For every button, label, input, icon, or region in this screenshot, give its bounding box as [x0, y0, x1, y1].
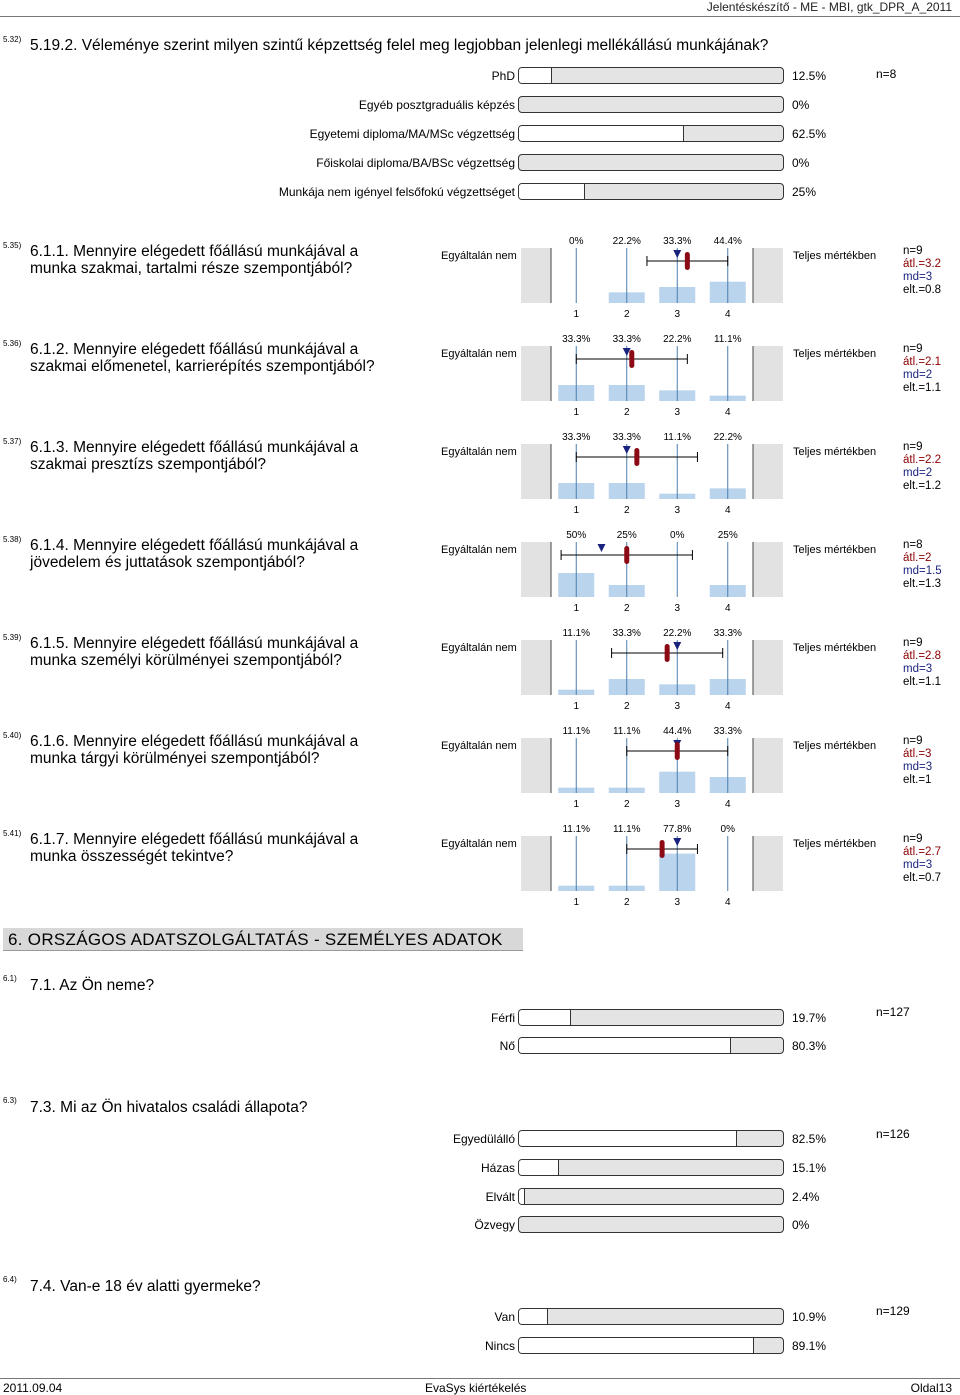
stat-n: n=8 [903, 539, 923, 551]
bar-fill [519, 184, 585, 199]
scale-tick-label: 3 [674, 309, 681, 320]
scale-tick-label: 2 [623, 603, 630, 614]
bar-track [518, 1337, 784, 1354]
bar-track [518, 96, 784, 113]
question-number: 6.3) [3, 1096, 17, 1105]
scale-left-label: Egyáltalán nem [441, 838, 517, 850]
stat-n: n=9 [903, 833, 923, 845]
scale-left-panel [521, 836, 551, 891]
median-marker [673, 250, 681, 258]
bar-category-label: Nő [499, 1039, 515, 1053]
scale-tick-label: 4 [724, 309, 731, 320]
scale-tick-label: 2 [623, 897, 630, 908]
scale-percent: 33.3% [663, 236, 692, 247]
scale-percent: 25% [717, 530, 738, 541]
stat-n: n=9 [903, 735, 923, 747]
scale-right-label: Teljes mértékben [793, 250, 877, 262]
scale-right-label: Teljes mértékben [793, 544, 877, 556]
median-marker [623, 446, 631, 454]
scale-tick-label: 1 [573, 799, 580, 810]
stat-median: md=3 [903, 663, 933, 675]
scale-tick-label: 4 [724, 603, 731, 614]
section-title: 6. ORSZÁGOS ADATSZOLGÁLTATÁS - SZEMÉLYES ADATOK [8, 930, 503, 949]
stat-median: md=2 [903, 467, 933, 479]
scale-percent: 11.1% [562, 628, 591, 639]
scale-left-panel [521, 248, 551, 303]
scale-left-label: Egyáltalán nem [441, 544, 517, 556]
stat-mean: átl.=3.2 [903, 258, 942, 270]
scale-percent: 22.2% [663, 334, 692, 345]
scale-tick-label: 4 [724, 407, 731, 418]
bar-track [518, 1037, 784, 1054]
bar-track [518, 183, 784, 200]
scale-percent: 25% [616, 530, 637, 541]
scale-chart [518, 331, 788, 421]
bar-fill [519, 1131, 737, 1146]
scale-percent: 22.2% [713, 432, 742, 443]
question-number: 5.38) [3, 535, 22, 544]
sample-size: n=126 [876, 1127, 910, 1141]
bar-percent: 25% [792, 185, 817, 199]
bar-category-label: Egyedülálló [452, 1132, 515, 1146]
scale-percent: 11.1% [713, 334, 742, 345]
scale-percent: 33.3% [612, 432, 641, 443]
scale-left-label: Egyáltalán nem [441, 250, 517, 262]
question-title-line-2: jövedelem és juttatások szempontjából? [30, 554, 305, 571]
question-title: 7.1. Az Ön neme? [30, 977, 155, 994]
scale-tick-label: 3 [674, 603, 681, 614]
bar-category-label: Férfi [491, 1011, 515, 1025]
scale-right-panel [753, 738, 783, 793]
scale-left-panel [521, 738, 551, 793]
sample-size: n=8 [876, 67, 897, 81]
scale-left-panel [521, 542, 551, 597]
bar-fill [519, 1160, 559, 1175]
scale-chart [518, 723, 788, 813]
footer-divider [0, 1378, 960, 1379]
mean-marker [675, 742, 680, 760]
scale-percent: 44.4% [663, 726, 692, 737]
scale-tick-label: 2 [623, 407, 630, 418]
scale-tick-label: 3 [674, 897, 681, 908]
scale-tick-label: 4 [724, 897, 731, 908]
bar-fill [519, 1189, 525, 1204]
scale-tick-label: 3 [674, 505, 681, 516]
scale-percent: 0% [670, 530, 685, 541]
header-divider [0, 16, 960, 17]
scale-chart [518, 625, 788, 715]
question-number: 5.41) [3, 829, 22, 838]
bar-percent: 80.3% [792, 1039, 827, 1053]
question-title-line-1: 6.1.7. Mennyire elégedett főállású munkájával a [30, 831, 359, 848]
scale-right-label: Teljes mértékben [793, 348, 877, 360]
stat-median: md=3 [903, 859, 933, 871]
question-number: 5.32) [3, 35, 22, 44]
scale-left-label: Egyáltalán nem [441, 642, 517, 654]
scale-chart [518, 821, 788, 911]
median-marker [673, 838, 681, 846]
bar-track [518, 67, 784, 84]
footer-date: 2011.09.04 [3, 1381, 63, 1395]
stat-n: n=9 [903, 343, 923, 355]
bar-percent: 12.5% [792, 69, 827, 83]
question-title-line-1: 6.1.4. Mennyire elégedett főállású munkájával a [30, 537, 359, 554]
scale-tick-label: 2 [623, 309, 630, 320]
scale-tick-label: 1 [573, 701, 580, 712]
scale-left-panel [521, 444, 551, 499]
scale-chart [518, 233, 788, 323]
mean-marker [629, 350, 634, 368]
scale-left-panel [521, 346, 551, 401]
bar-category-label: Nincs [484, 1339, 515, 1353]
scale-percent: 11.1% [612, 726, 641, 737]
scale-percent: 33.3% [612, 334, 641, 345]
median-marker [598, 544, 606, 552]
question-title-line-2: szakmai presztízs szempontjából? [30, 456, 267, 473]
stat-mean: átl.=2 [903, 552, 932, 564]
stat-sd: elt.=1 [903, 774, 932, 786]
scale-tick-label: 2 [623, 701, 630, 712]
question-title-line-1: 6.1.3. Mennyire elégedett főállású munkájával a [30, 439, 359, 456]
question-number: 6.4) [3, 1275, 17, 1284]
scale-percent: 44.4% [713, 236, 742, 247]
scale-tick-label: 1 [573, 505, 580, 516]
mean-marker [660, 840, 665, 858]
question-number: 5.35) [3, 241, 22, 250]
scale-left-label: Egyáltalán nem [441, 348, 517, 360]
question-title-line-1: 6.1.1. Mennyire elégedett főállású munkájával a [30, 243, 359, 260]
bar-track [518, 1130, 784, 1147]
bar-fill [519, 1338, 754, 1353]
bar-percent: 10.9% [792, 1310, 827, 1324]
footer-center: EvaSys kiértékelés [425, 1381, 527, 1395]
scale-left-label: Egyáltalán nem [441, 740, 517, 752]
scale-right-panel [753, 836, 783, 891]
bar-percent: 89.1% [792, 1339, 827, 1353]
scale-tick-label: 4 [724, 701, 731, 712]
scale-tick-label: 2 [623, 505, 630, 516]
bar-track [518, 1009, 784, 1026]
stat-sd: elt.=1.2 [903, 480, 942, 492]
question-title-line-1: 6.1.6. Mennyire elégedett főállású munkájával a [30, 733, 359, 750]
stat-sd: elt.=0.8 [903, 284, 942, 296]
bar-percent: 15.1% [792, 1160, 827, 1175]
question-number: 5.40) [3, 731, 22, 740]
scale-right-panel [753, 444, 783, 499]
question-number: 5.36) [3, 339, 22, 348]
question-title-line-2: munka szakmai, tartalmi része szempontjából? [30, 260, 353, 277]
question-title: 7.4. Van-e 18 év alatti gyermeke? [30, 1278, 261, 1295]
question-title-line-1: 6.1.2. Mennyire elégedett főállású munkájával a [30, 341, 359, 358]
bar-category-label: Elvált [485, 1189, 515, 1204]
scale-tick-label: 3 [674, 799, 681, 810]
scale-right-panel [753, 346, 783, 401]
bar-percent: 0% [792, 98, 810, 112]
mean-marker [634, 448, 639, 466]
footer-page: Oldal13 [910, 1381, 952, 1395]
stat-median: md=3 [903, 761, 933, 773]
bar-category-label: Van [494, 1310, 515, 1324]
mean-marker [685, 252, 690, 270]
scale-percent: 0% [720, 824, 735, 835]
stat-sd: elt.=1.3 [903, 578, 942, 590]
scale-percent: 11.1% [562, 726, 591, 737]
question-title-line-2: munka összességét tekintve? [30, 848, 234, 865]
stat-median: md=1.5 [903, 565, 942, 577]
stat-mean: átl.=2.1 [903, 356, 942, 368]
scale-tick-label: 1 [573, 897, 580, 908]
scale-percent: 22.2% [663, 628, 692, 639]
stat-mean: átl.=2.2 [903, 454, 942, 466]
scale-tick-label: 1 [573, 309, 580, 320]
scale-percent: 11.1% [612, 824, 641, 835]
bar-fill [519, 68, 552, 83]
bar-percent: 19.7% [792, 1011, 827, 1025]
bar-percent: 82.5% [792, 1132, 827, 1146]
bar-track [518, 1159, 784, 1176]
stat-mean: átl.=2.7 [903, 846, 942, 858]
question-title: 7.3. Mi az Ön hivatalos családi állapota? [30, 1099, 308, 1116]
bar-fill [519, 1010, 571, 1025]
stat-sd: elt.=0.7 [903, 872, 942, 884]
scale-chart [518, 527, 788, 617]
scale-chart [518, 429, 788, 519]
scale-right-label: Teljes mértékben [793, 838, 877, 850]
bar-track [518, 125, 784, 142]
question-title-line-2: munka tárgyi körülményei szempontjából? [30, 750, 320, 767]
bar-category-label: Egyetemi diploma/MA/MSc végzettség [309, 127, 515, 141]
scale-percent: 33.3% [562, 334, 591, 345]
scale-percent: 22.2% [612, 236, 641, 247]
scale-percent: 77.8% [663, 824, 692, 835]
scale-percent: 11.1% [562, 824, 591, 835]
question-number: 5.39) [3, 633, 22, 642]
bar-percent: 2.4% [792, 1189, 820, 1204]
scale-right-label: Teljes mértékben [793, 642, 877, 654]
scale-tick-label: 1 [573, 603, 580, 614]
bar-category-label: Egyéb posztgraduális képzés [358, 98, 515, 112]
scale-percent: 33.3% [612, 628, 641, 639]
bar-percent: 0% [792, 156, 810, 170]
scale-tick-label: 2 [623, 799, 630, 810]
scale-right-panel [753, 248, 783, 303]
stat-median: md=3 [903, 271, 933, 283]
scale-right-label: Teljes mértékben [793, 446, 877, 458]
bar-fill [519, 126, 684, 141]
bar-category-label: Özvegy [474, 1218, 515, 1233]
bar-fill [519, 1309, 548, 1324]
stat-sd: elt.=1.1 [903, 676, 942, 688]
scale-tick-label: 1 [573, 407, 580, 418]
scale-percent: 50% [566, 530, 587, 541]
stat-mean: átl.=3 [903, 748, 932, 760]
question-number: 5.37) [3, 437, 22, 446]
scale-tick-label: 3 [674, 701, 681, 712]
sample-size: n=129 [876, 1304, 910, 1318]
report-header-title: Jelentéskészítő - ME - MBI, gtk_DPR_A_2011 [706, 0, 952, 14]
bar-track [518, 1216, 784, 1233]
question-title-line-2: szakmai előmenetel, karrierépítés szempontjából? [30, 358, 375, 375]
sample-size: n=127 [876, 1005, 910, 1019]
scale-right-panel [753, 640, 783, 695]
stat-n: n=9 [903, 637, 923, 649]
scale-left-label: Egyáltalán nem [441, 446, 517, 458]
bar-category-label: Házas [480, 1160, 515, 1175]
scale-tick-label: 3 [674, 407, 681, 418]
bar-percent: 62.5% [792, 127, 827, 141]
question-number: 6.1) [3, 974, 17, 983]
bar-fill [519, 1038, 731, 1053]
scale-percent: 0% [569, 236, 584, 247]
stat-n: n=9 [903, 441, 923, 453]
bar-percent: 0% [792, 1218, 810, 1233]
scale-percent: 33.3% [713, 726, 742, 737]
scale-percent: 11.1% [663, 432, 692, 443]
mean-marker [624, 546, 629, 564]
stat-mean: átl.=2.8 [903, 650, 942, 662]
stat-sd: elt.=1.1 [903, 382, 942, 394]
mean-marker [665, 644, 670, 662]
scale-left-panel [521, 640, 551, 695]
median-marker [673, 642, 681, 650]
scale-right-label: Teljes mértékben [793, 740, 877, 752]
bar-track [518, 1188, 784, 1205]
question-title-line-2: munka személyi körülményei szempontjából? [30, 652, 342, 669]
stat-n: n=9 [903, 245, 923, 257]
question-title-line-1: 6.1.5. Mennyire elégedett főállású munkájával a [30, 635, 359, 652]
bar-category-label: PhD [491, 69, 515, 83]
bar-category-label: Munkája nem igényel felsőfokú végzettséget [278, 185, 515, 199]
scale-percent: 33.3% [562, 432, 591, 443]
scale-right-panel [753, 542, 783, 597]
question-title: 5.19.2. Véleménye szerint milyen szintű képzettség felel meg legjobban jelenlegi mellékállású munkájának? [30, 37, 769, 54]
scale-tick-label: 4 [724, 505, 731, 516]
bar-track [518, 1308, 784, 1325]
scale-tick-label: 4 [724, 799, 731, 810]
bar-category-label: Főiskolai diploma/BA/BSc végzettség [316, 156, 515, 170]
stat-median: md=2 [903, 369, 933, 381]
scale-percent: 33.3% [713, 628, 742, 639]
bar-track [518, 154, 784, 171]
